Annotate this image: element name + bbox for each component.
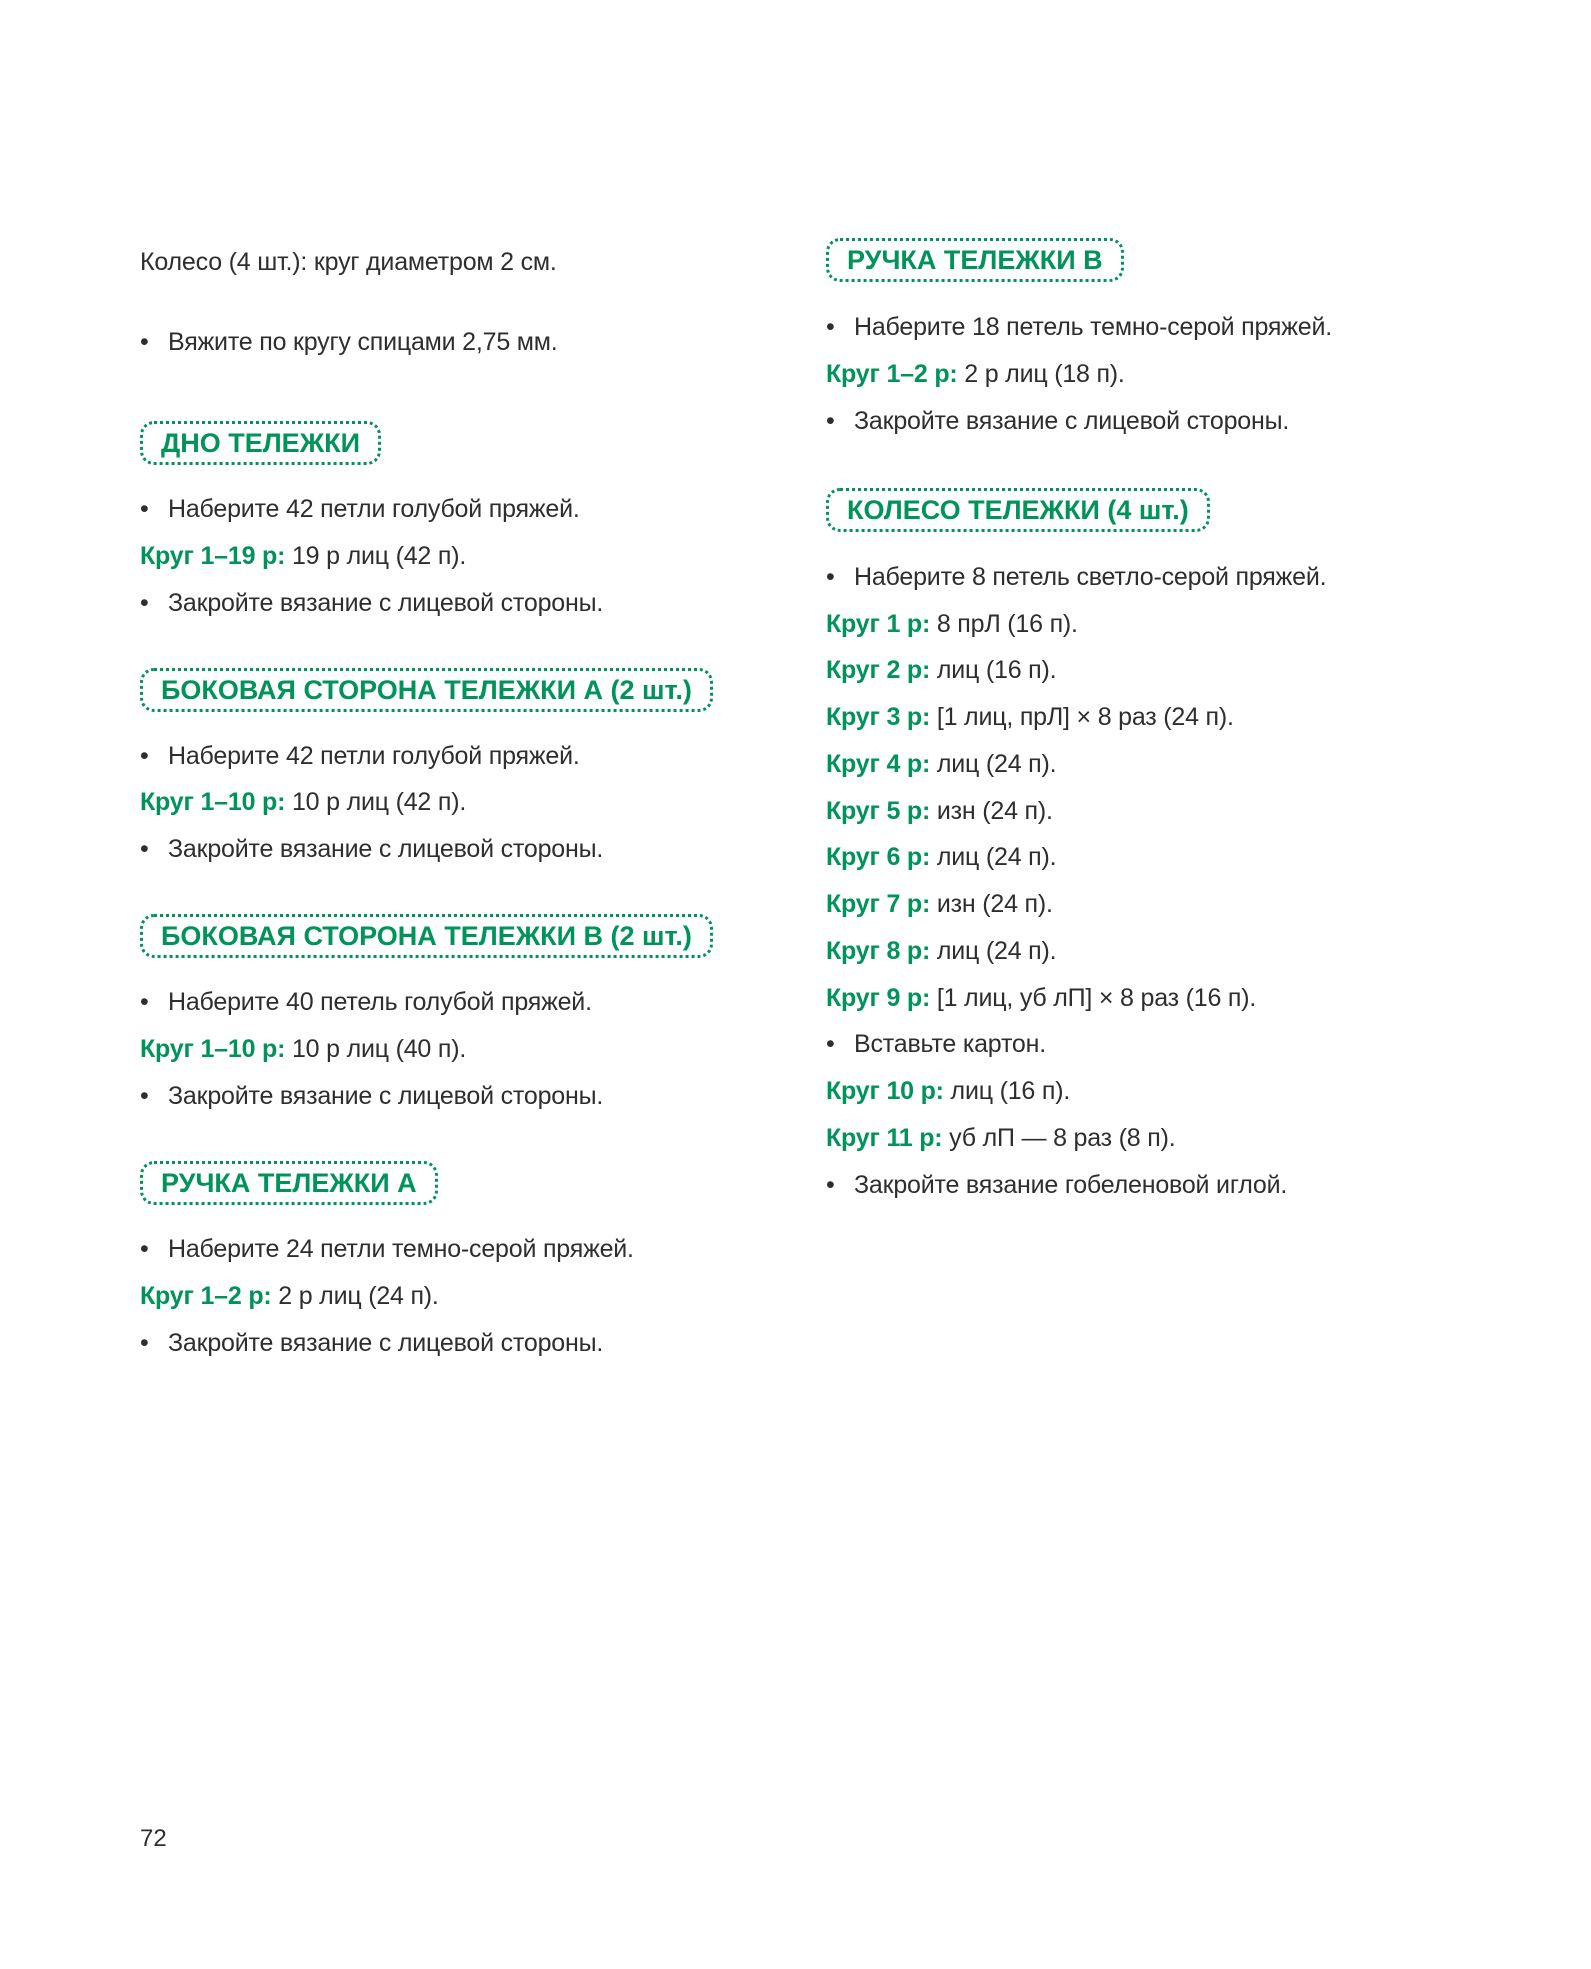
row-label: Круг 6 р: <box>826 843 931 871</box>
list-item: • Наберите 24 петли темно-серой пряжей. <box>140 1234 634 1264</box>
row-label: Круг 1–2 р: <box>826 360 958 388</box>
row-text: уб лП — 8 раз (8 п). <box>942 1124 1176 1152</box>
row-text: лиц (24 п). <box>930 937 1057 965</box>
list-item: • Закройте вязание с лицевой стороны. <box>140 588 603 618</box>
row-label: Круг 7 р: <box>826 890 931 918</box>
intro-bullet: • Вяжите по кругу спицами 2,75 мм. <box>140 327 558 357</box>
row-label: Круг 10 р: <box>826 1077 944 1105</box>
row-instruction <box>826 609 1078 639</box>
row-instruction <box>140 541 466 571</box>
list-item: • Наберите 8 петель светло-серой пряжей. <box>826 562 1326 592</box>
list-item: • Наберите 42 петли голубой пряжей. <box>140 741 580 771</box>
row-label: Круг 4 р: <box>826 750 931 778</box>
row-text: 2 р лиц (18 п). <box>957 360 1125 388</box>
section-heading-handle-b: РУЧКА ТЕЛЕЖКИ В <box>826 238 1124 282</box>
row-label: Круг 2 р: <box>826 656 931 684</box>
row-label: Круг 9 р: <box>826 984 931 1012</box>
row-text: лиц (24 п). <box>930 843 1057 871</box>
row-instruction <box>826 983 1256 1013</box>
row-instruction <box>826 889 1053 919</box>
row-instruction <box>826 655 1056 685</box>
section-heading-bottom: ДНО ТЕЛЕЖКИ <box>140 421 381 465</box>
row-label: Круг 1–10 р: <box>140 1035 286 1063</box>
row-instruction <box>826 796 1053 826</box>
row-text: 19 р лиц (42 п). <box>285 542 467 570</box>
row-instruction <box>826 936 1056 966</box>
list-item: • Наберите 42 петли голубой пряжей. <box>140 494 580 524</box>
row-text: 8 прЛ (16 п). <box>930 610 1078 638</box>
list-item: • Закройте вязание с лицевой стороны. <box>140 1081 603 1111</box>
row-label: Круг 8 р: <box>826 937 931 965</box>
row-label: Круг 1–2 р: <box>140 1282 272 1310</box>
row-text: 10 р лиц (40 п). <box>285 1035 467 1063</box>
row-label: Круг 1–10 р: <box>140 788 286 816</box>
row-text: 2 р лиц (24 п). <box>271 1282 439 1310</box>
row-text: лиц (16 п). <box>930 656 1057 684</box>
row-text: [1 лиц, уб лП] × 8 раз (16 п). <box>930 984 1257 1012</box>
row-instruction <box>826 749 1056 779</box>
list-item: • Закройте вязание гобеленовой иглой. <box>826 1170 1287 1200</box>
row-instruction <box>826 1123 1175 1153</box>
section-heading-side-b: БОКОВАЯ СТОРОНА ТЕЛЕЖКИ В (2 шт.) <box>140 914 713 958</box>
row-instruction <box>826 1076 1070 1106</box>
row-label: Круг 3 р: <box>826 703 931 731</box>
row-label: Круг 5 р: <box>826 797 931 825</box>
row-text: лиц (24 п). <box>930 750 1057 778</box>
row-instruction <box>140 787 466 817</box>
row-label: Круг 1–19 р: <box>140 542 286 570</box>
row-instruction <box>826 702 1234 732</box>
list-item: • Наберите 40 петель голубой пряжей. <box>140 987 592 1017</box>
list-item: • Закройте вязание с лицевой стороны. <box>140 834 603 864</box>
row-text: лиц (16 п). <box>943 1077 1071 1105</box>
row-instruction <box>140 1281 439 1311</box>
row-label: Круг 1 р: <box>826 610 931 638</box>
list-item: • Наберите 18 петель темно-серой пряжей. <box>826 312 1332 342</box>
row-instruction <box>826 842 1056 872</box>
row-text: [1 лиц, прЛ] × 8 раз (24 п). <box>930 703 1234 731</box>
section-heading-side-a: БОКОВАЯ СТОРОНА ТЕЛЕЖКИ А (2 шт.) <box>140 668 713 712</box>
intro-text: Колесо (4 шт.): круг диаметром 2 см. <box>140 248 557 276</box>
row-instruction <box>826 359 1125 389</box>
row-instruction <box>140 1034 466 1064</box>
list-item: • Вставьте картон. <box>826 1029 1046 1059</box>
row-text: изн (24 п). <box>930 797 1053 825</box>
list-item: • Закройте вязание с лицевой стороны. <box>826 406 1289 436</box>
list-item: • Закройте вязание с лицевой стороны. <box>140 1328 603 1358</box>
page-number: 72 <box>140 1825 167 1852</box>
row-text: 10 р лиц (42 п). <box>285 788 467 816</box>
section-heading-wheel: КОЛЕСО ТЕЛЕЖКИ (4 шт.) <box>826 488 1210 532</box>
section-heading-handle-a: РУЧКА ТЕЛЕЖКИ А <box>140 1161 438 1205</box>
row-label: Круг 11 р: <box>826 1124 943 1152</box>
row-text: изн (24 п). <box>930 890 1053 918</box>
